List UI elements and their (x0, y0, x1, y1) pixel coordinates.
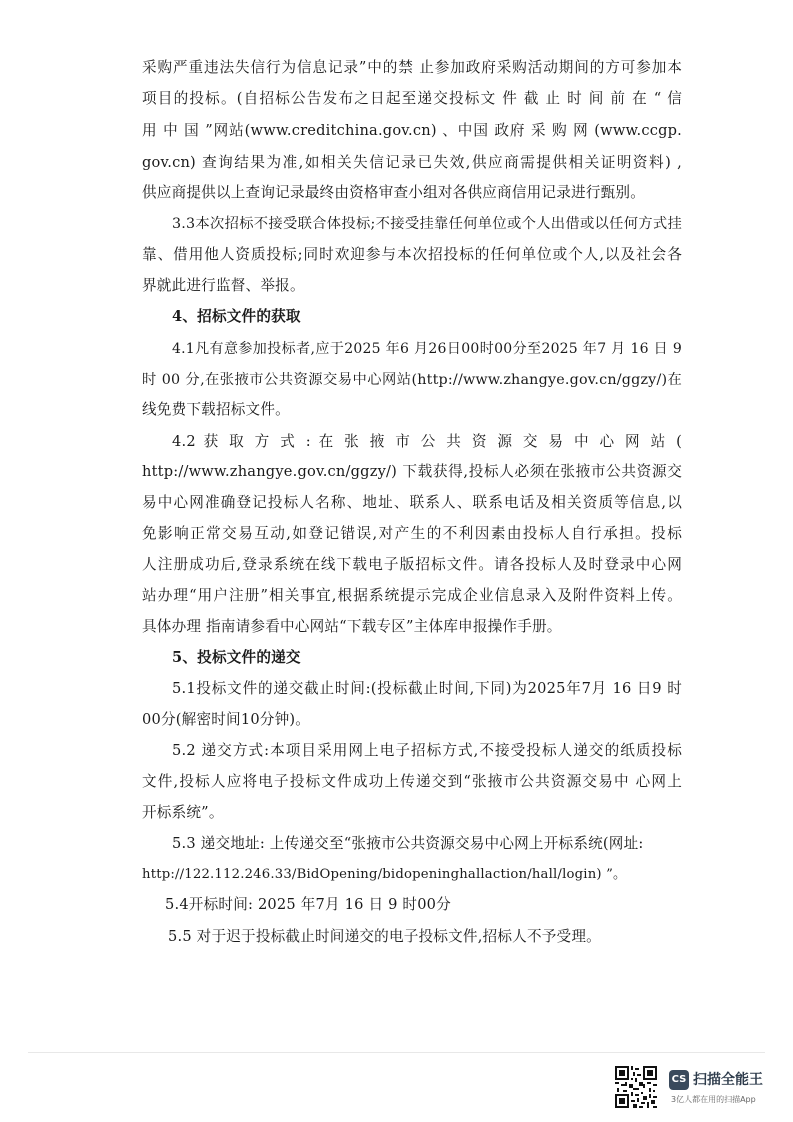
section-heading: 4、招标文件的获取 (172, 308, 301, 325)
text-line: 5.4开标时间: 2025 年7月 16 日 9 时00分 (165, 896, 451, 913)
text-line: 人注册成功后,登录系统在线下载电子版招标文件。请各投标人及时登录中心网 (142, 556, 682, 573)
text-line: 5.2 递交方式:本项目采用网上电子招标方式,不接受投标人递交的纸质投标 (172, 742, 682, 759)
text-line: gov.cn) 查询结果为准,如相关失信记录已失效,供应商需提供相关证明资料) , (142, 154, 682, 171)
text-line: 免影响正常交易互动,如登记错误,对产生的不利因素由投标人自行承担。投标 (142, 525, 682, 542)
text-line: 5.3 递交地址: 上传递交至“张掖市公共资源交易中心网上开标系统(网址: (172, 835, 644, 852)
text-line: 用 中 国 ”网站(www.creditchina.gov.cn) 、中国 政府 采 购 网 (www.ccgp. (142, 122, 682, 139)
footer-divider (28, 1052, 765, 1053)
text-line: 采购严重违法失信行为信息记录”中的禁 止参加政府采购活动期间的方可参加本 (142, 59, 682, 76)
text-line: 靠、借用他人资质投标;同时欢迎参与本次招投标的任何单位或个人,以及社会各 (142, 246, 682, 263)
text-line: 3.3本次招标不接受联合体投标;不接受挂靠任何单位或个人出借或以任何方式挂 (172, 216, 682, 232)
qr-code-icon (615, 1066, 657, 1108)
brand-name: 扫描全能王 (693, 1072, 763, 1088)
camscanner-logo-icon: CS (669, 1070, 689, 1090)
text-line: 4.2 获 取 方 式 : 在 张 掖 市 公 共 资 源 交 易 中 心 网 站 ( (172, 433, 682, 450)
text-line: 界就此进行监督、举报。 (142, 277, 305, 294)
text-line: 文件,投标人应将电子投标文件成功上传递交到“张掖市公共资源交易中 心网上 (142, 773, 682, 790)
text-line: 项目的投标。(自招标公告发布之日起至递交投标文 件 截 止 时 间 前 在 “ 信 (142, 90, 682, 107)
scanner-watermark (615, 1066, 775, 1110)
text-line: http://www.zhangye.gov.cn/ggzy/) 下载获得,投标人必须在张掖市公共资源交 (142, 463, 682, 480)
text-line: 供应商提供以上查询记录最终由资格审查小组对各供应商信用记录进行甄别。 (142, 184, 645, 201)
text-line: 4.1凡有意参加投标者,应于2025 年6 月26日00时00分至2025 年7 月 16 日 9 (172, 341, 682, 357)
text-line: 站办理“用户注册”相关事宜,根据系统提示完成企业信息录入及附件资料上传。 (142, 587, 682, 604)
text-line: 开标系统”。 (142, 804, 224, 821)
text-line: 5.1投标文件的递交截止时间:(投标截止时间,下同)为2025年7月 16 日9 时 (172, 680, 682, 697)
text-line: 易中心网准确登记投标人名称、地址、联系人、联系电话及相关资质等信息,以 (142, 494, 682, 511)
text-line: 具体办理 指南请参看中心网站“下载专区”主体库申报操作手册。 (142, 618, 562, 635)
text-line: http://122.112.246.33/BidOpening/bidopeninghallaction/hall/login) ”。 (142, 867, 627, 882)
section-heading: 5、投标文件的递交 (172, 649, 301, 666)
text-line: 时 00 分,在张掖市公共资源交易中心网站(http://www.zhangye.gov.cn/ggzy/)在 (142, 372, 682, 388)
brand-tagline: 3亿人都在用的扫描App (671, 1095, 756, 1104)
text-line: 00分(解密时间10分钟)。 (142, 711, 311, 728)
text-line: 线免费下载招标文件。 (142, 401, 290, 418)
text-line: 5.5 对于迟于投标截止时间递交的电子投标文件,招标人不予受理。 (168, 928, 601, 945)
